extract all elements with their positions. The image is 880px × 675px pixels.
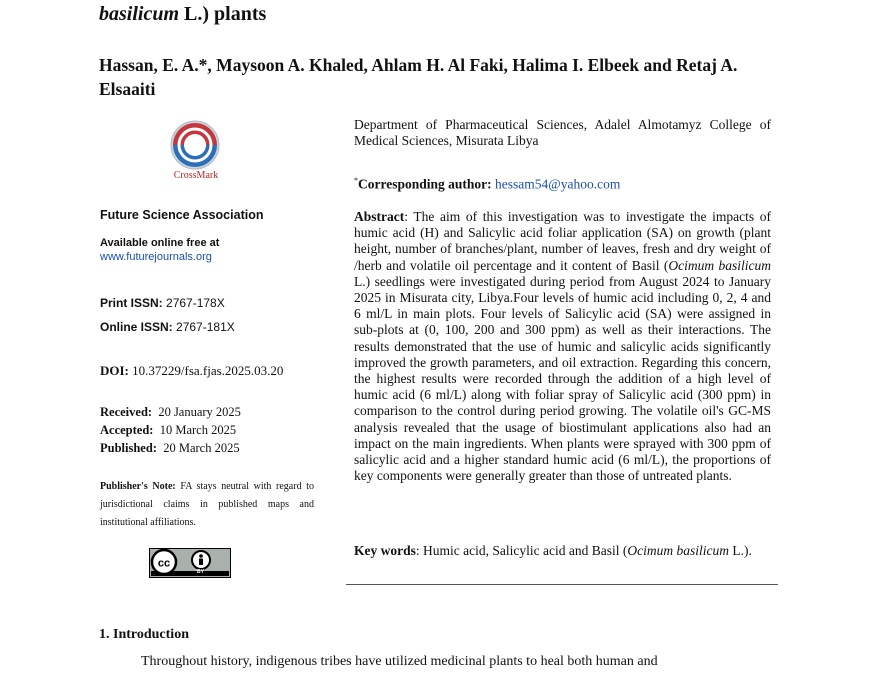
publisher-note [100,478,314,532]
doi-label: DOI: [100,363,129,378]
corresponding-label: Corresponding author: [358,176,492,192]
accepted-label: Accepted: [100,423,154,437]
received-label: Received: [100,405,153,419]
keywords-text: : Humic acid, Salicylic acid and Basil ( [415,543,628,558]
affiliation: Department of Pharmaceutical Sciences, Adalel Almotamyz College of Medical Sciences, Misurata Libya [354,117,771,149]
website-link[interactable]: www.futurejournals.org [100,251,212,263]
availability-text: Available online free at [100,237,220,249]
online-issn-label: Online ISSN: [100,320,173,334]
keywords-end: L.). [728,543,752,558]
print-issn [100,296,225,310]
corresponding-mark: * [354,176,358,185]
accepted-value: 10 March 2025 [159,423,237,437]
published-value: 20 March 2025 [163,441,240,455]
accepted-date [100,423,236,438]
svg-text:cc: cc [157,557,171,570]
print-issn-label: Print ISSN: [100,296,163,310]
published-date [100,441,240,456]
abstract-text-1: : The aim of this investigation was to investigate the impacts of humic acid (H) and Salicylic acid foliar application (SA) on growth (plant height, number of branches/plant, number of leaves, fresh and dry weight of /herb and volatile oil percentage and it content of Basil ( [354,209,771,273]
online-issn-value: 2767-181X [176,320,235,334]
doi [100,363,283,379]
received-value: 20 January 2025 [158,405,241,419]
abstract [354,209,771,484]
abstract-label: Abstract [354,209,405,224]
title-rest: L.) plants [179,3,267,25]
abstract-italic: Ocimum basilicum [668,257,771,273]
intro-heading: 1. Introduction [99,627,189,642]
keywords-label: Key words [354,543,416,558]
association-name: Future Science Association [100,208,264,222]
section-divider [346,584,778,585]
author-list: Hassan, E. A.*, Maysoon A. Khaled, Ahlam H. Al Faki, Halima I. Elbeek and Retaj A. Elsaaiti [99,55,738,99]
cc-by-label: BY [197,569,204,575]
cc-by-license-icon[interactable] [149,548,231,583]
title-italic: basilicum [99,3,180,25]
received-date [100,405,241,420]
print-issn-value: 2767-178X [166,296,225,310]
intro-paragraph: Throughout history, indigenous tribes have utilized medicinal plants to heal both human and [141,654,658,669]
crossmark-label: CrossMark [173,170,219,181]
corresponding-email-link[interactable]: hessam54@yahoo.com [495,176,621,192]
corresponding-author [354,173,771,193]
online-issn [100,320,235,334]
doi-value[interactable]: 10.37229/fsa.fjas.2025.03.20 [132,363,284,378]
keywords [354,543,771,559]
publisher-note-text: FA stays neutral with regard to jurisdictional claims in published maps and institutional affiliations. [100,481,315,528]
published-label: Published: [100,441,157,455]
abstract-text-2: L.) seedlings were investigated during period from August 2024 to January 2025 in Misurata city, Libya.Four levels of humic acid including 0, 2, 4 and 6 ml/L in main plots. Four levels of Salicylic acid (SA) were assigned in sub-plots at (0, 100, 200 and 300 ppm) as well as their interactions. The results demonstrated that the use of humic and salicylic acids significantly improved the growth parameters, and oil extraction. Regarding this concern, the highest results were recorded through the addition of a high level of humic acid (6 ml/L) along with foliar spray of Salicylic acid (300 ppm) in comparison to the control during period growing. The volatile oil's GC-MS analysis revealed that the usage of biostimulant applications also had an impact on the main ingredients. When plants were sprayed with 300 ppm of salicylic acid and a higher standard humic acid (6 ml/L), the proportions of key components were generally greater than those of untreated plants. [354,273,771,484]
paper-title [99,3,266,26]
crossmark-icon[interactable] [168,118,222,177]
publisher-note-label: Publisher's Note: [100,481,176,492]
keywords-italic: Ocimum basilicum [627,543,729,558]
